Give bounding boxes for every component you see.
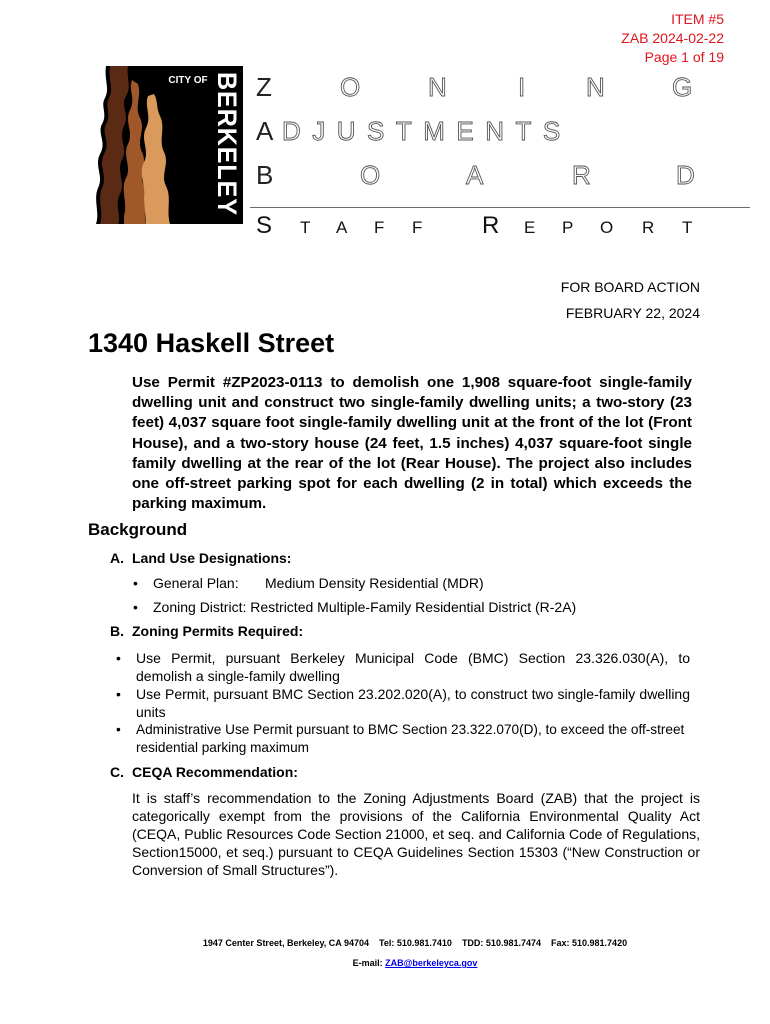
- page-title: 1340 Haskell Street: [88, 328, 335, 358]
- section-b-label: B.: [110, 623, 124, 639]
- list-item: • Administrative Use Permit pursuant to BMC Section 23.322.070(D), to exceed the off-street residential parking maximum: [136, 721, 690, 757]
- masthead-letter: T: [682, 218, 693, 237]
- masthead-letter: G: [672, 72, 693, 102]
- footer-address: 1947 Center Street, Berkeley, CA 94704: [202, 938, 370, 948]
- item-header: [621, 10, 724, 67]
- masthead-letter: R: [572, 160, 591, 190]
- masthead-letter: F: [374, 218, 385, 237]
- masthead-letter: N: [428, 72, 447, 102]
- masthead-divider: [250, 207, 750, 208]
- general-plan-label: General Plan:: [153, 575, 239, 591]
- masthead-letters: DJUSTMENTS: [282, 116, 572, 146]
- footer-tdd: TDD: 510.981.7474: [461, 938, 541, 948]
- masthead-letter: N: [586, 72, 605, 102]
- meeting-date: FEBRUARY 22, 2024: [565, 305, 700, 321]
- logo-city-of-text: CITY OF: [168, 75, 208, 86]
- list-item: • Use Permit, pursuant Berkeley Municipal Code (BMC) Section 23.326.030(A), to demolish a single-family dwelling: [136, 649, 690, 685]
- ceqa-paragraph: It is staff’s recommendation to the Zoning Adjustments Board (ZAB) that the project is categorically exempt from the provisions of the California Environmental Quality Act (CEQA, Public Resources Code Section 21000, et seq. and California Code of Regulations, Section15000, et seq.) pursuant to CEQA Guidelines Section 15303 (“New Construction or Conversion of Small Structures”).: [132, 790, 700, 878]
- masthead-letter: S: [256, 212, 273, 239]
- masthead-letter: T: [300, 218, 311, 237]
- footer-fax: Fax: 510.981.7420: [551, 938, 628, 948]
- section-c-title: CEQA Recommendation:: [132, 764, 298, 780]
- masthead-letter: A: [256, 116, 274, 146]
- masthead-letter: Z: [256, 72, 272, 102]
- masthead-letter: R: [642, 218, 655, 237]
- page-indicator: Page 1 of 19: [644, 49, 724, 65]
- footer-email-label: E-mail:: [352, 958, 383, 968]
- masthead-letter: P: [562, 218, 574, 237]
- zoning-district-value: Restricted Multiple-Family Residential District (R-2A): [250, 599, 577, 615]
- masthead-letter: A: [466, 160, 484, 190]
- masthead-letter: O: [360, 160, 381, 190]
- list-item: [153, 574, 239, 592]
- masthead-letter: B: [256, 160, 274, 190]
- section-c-label: C.: [110, 764, 124, 780]
- background-heading: Background: [88, 520, 188, 539]
- action-type: FOR BOARD ACTION: [560, 279, 700, 295]
- footer-email-link[interactable]: ZAB@berkeleyca.gov: [385, 958, 478, 968]
- list-item: [153, 598, 576, 616]
- masthead-letter: O: [600, 218, 614, 237]
- masthead-letter: D: [676, 160, 695, 190]
- section-b-title: Zoning Permits Required:: [132, 623, 304, 639]
- masthead-letter: E: [524, 218, 536, 237]
- city-of-berkeley-logo: [88, 66, 243, 224]
- section-a-label: A.: [110, 550, 124, 566]
- item-number: ITEM #5: [671, 11, 724, 27]
- general-plan-value: Medium Density Residential (MDR): [265, 575, 484, 591]
- footer-contact: [0, 938, 770, 948]
- footer-email-line: [0, 958, 770, 968]
- masthead-letter: F: [412, 218, 423, 237]
- masthead-letter: O: [340, 72, 361, 102]
- list-item: • Use Permit, pursuant BMC Section 23.202.020(A), to construct two single-family dwelling units: [136, 685, 690, 721]
- section-a-title: Land Use Designations:: [132, 550, 292, 566]
- meeting-code: ZAB 2024-02-22: [621, 30, 724, 46]
- masthead-letter: R: [482, 212, 500, 239]
- footer-tel: Tel: 510.981.7410: [379, 938, 452, 948]
- masthead-letter: A: [336, 218, 348, 237]
- masthead-letter: I: [518, 72, 526, 102]
- project-description: Use Permit #ZP2023-0113 to demolish one 1,908 square-foot single-family dwelling unit and construct two single-family dwelling units; a two-story (23 feet) 4,037 square foot single-family dwelling unit at the front of the lot (Front House), and a two-story house (24 feet, 1.5 inches) 4,037 square-foot single family dwelling at the rear of the lot (Rear House). The project also includes one off-street parking spot for each dwelling (2 in total) which exceeds the parking maximum.: [132, 374, 692, 513]
- logo-berkeley-text: BERKELEY: [212, 72, 242, 224]
- zoning-district-label: Zoning District:: [153, 599, 247, 615]
